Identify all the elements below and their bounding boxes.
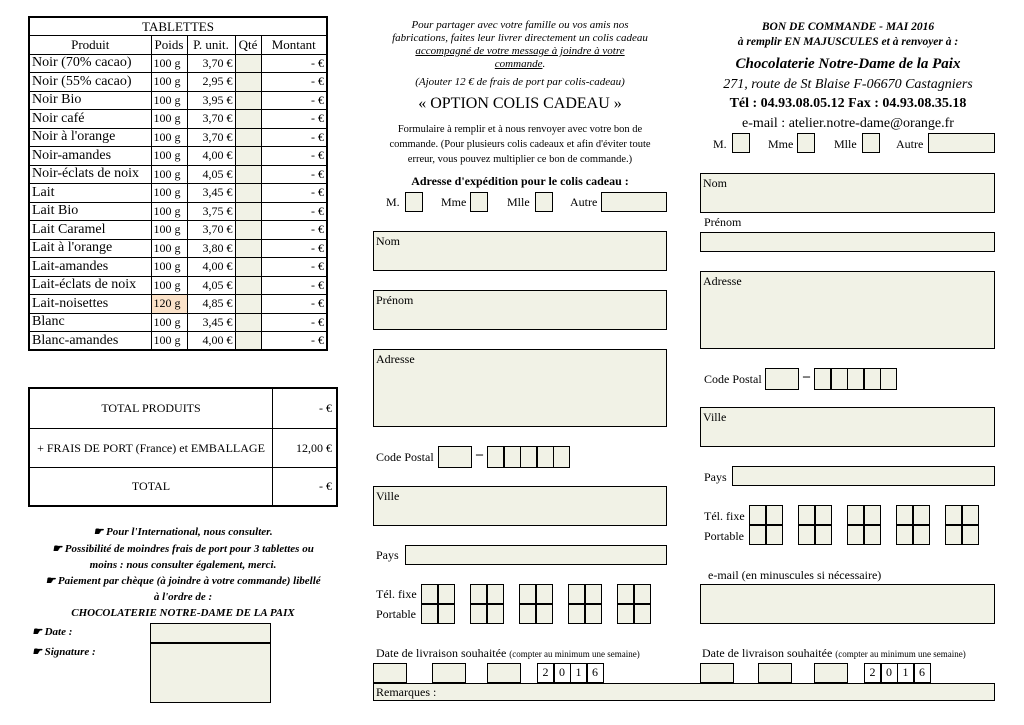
product-name: Noir (55% cacao) xyxy=(29,73,151,92)
product-name: Noir à l'orange xyxy=(29,128,151,147)
cadeau-m-checkbox[interactable] xyxy=(405,192,423,212)
product-weight: 100 g xyxy=(151,313,187,332)
product-price: 3,80 € xyxy=(187,239,235,258)
client-portable-digit[interactable] xyxy=(847,525,864,545)
remarques-label: Remarques : xyxy=(376,685,437,699)
client-year-digit[interactable]: 6 xyxy=(914,663,931,683)
product-amount: - € xyxy=(261,202,327,221)
note-frais-2: moins : nous consulter également, merci. xyxy=(89,559,277,571)
cadeau-cp-label: Code Postal xyxy=(376,450,434,464)
date-field[interactable] xyxy=(150,623,271,643)
client-prenom-label: Prénom xyxy=(704,215,742,229)
cadeau-mlle-checkbox[interactable] xyxy=(535,192,553,212)
quantity-field[interactable] xyxy=(235,202,261,221)
product-weight: 100 g xyxy=(151,202,187,221)
product-price: 3,70 € xyxy=(187,110,235,129)
bon-commande-subtitle: à remplir EN MAJUSCULES et à renvoyer à : xyxy=(737,36,959,48)
product-name: Lait Bio xyxy=(29,202,151,221)
client-portable-digit[interactable] xyxy=(766,525,783,545)
quantity-field[interactable] xyxy=(235,128,261,147)
client-tel-digit[interactable] xyxy=(798,505,815,525)
product-amount: - € xyxy=(261,110,327,129)
product-price: 3,75 € xyxy=(187,202,235,221)
product-weight: 120 g xyxy=(151,295,187,314)
cadeau-pays-label: Pays xyxy=(376,548,399,562)
cadeau-tel-digit[interactable] xyxy=(617,584,634,604)
quantity-field[interactable] xyxy=(235,221,261,240)
product-price: 4,00 € xyxy=(187,258,235,277)
client-date-day[interactable] xyxy=(700,663,734,683)
client-year-digit[interactable]: 1 xyxy=(897,663,914,683)
quantity-field[interactable] xyxy=(235,239,261,258)
form-info-1: Formulaire à remplir et à nous renvoyer avec votre bon de xyxy=(397,124,643,135)
cadeau-portable-label: Portable xyxy=(376,607,416,621)
client-adresse-label: Adresse xyxy=(703,274,742,288)
product-name: Blanc xyxy=(29,313,151,332)
client-tel-digit[interactable] xyxy=(913,505,930,525)
client-tel-digit[interactable] xyxy=(766,505,783,525)
table-row xyxy=(29,147,327,166)
product-table xyxy=(28,16,328,351)
table-title: TABLETTES xyxy=(29,17,327,36)
client-pays-label: Pays xyxy=(704,470,727,484)
client-cp-dash: – xyxy=(803,369,810,384)
cadeau-mme-label: Mme xyxy=(441,195,467,209)
product-price: 3,70 € xyxy=(187,128,235,147)
header-prix: P. unit. xyxy=(187,36,235,55)
product-weight: 100 g xyxy=(151,110,187,129)
table-row xyxy=(29,128,327,147)
frais-port-label: + FRAIS DE PORT (France) et EMBALLAGE xyxy=(30,429,273,467)
table-row xyxy=(29,54,327,73)
product-name: Noir Bio xyxy=(29,91,151,110)
cadeau-date-day[interactable] xyxy=(373,663,407,683)
client-portable-digit[interactable] xyxy=(962,525,979,545)
product-name: Noir-éclats de noix xyxy=(29,165,151,184)
cadeau-portable-digit[interactable] xyxy=(421,604,438,624)
cadeau-portable-digit[interactable] xyxy=(487,604,504,624)
client-ville-field[interactable] xyxy=(700,407,995,447)
cadeau-date-liv-note: (compter au minimum une semaine) xyxy=(509,649,640,659)
cadeau-autre-field[interactable] xyxy=(601,192,667,212)
product-amount: - € xyxy=(261,332,327,351)
product-weight: 100 g xyxy=(151,54,187,73)
quantity-field[interactable] xyxy=(235,332,261,351)
product-amount: - € xyxy=(261,258,327,277)
total-produits-label: TOTAL PRODUITS xyxy=(30,389,273,428)
table-header-row xyxy=(29,36,327,55)
product-weight: 100 g xyxy=(151,165,187,184)
quantity-field[interactable] xyxy=(235,295,261,314)
table-row xyxy=(29,258,327,277)
product-name: Blanc-amandes xyxy=(29,332,151,351)
quantity-field[interactable] xyxy=(235,165,261,184)
client-email-label: e-mail (en minuscules si nécessaire) xyxy=(708,568,882,582)
cadeau-cp-digit[interactable] xyxy=(537,446,554,468)
form-info-3: erreur, vous pouvez multiplier ce bon de commande.) xyxy=(407,154,633,165)
client-prenom-field[interactable] xyxy=(700,232,995,252)
cadeau-autre-label: Autre xyxy=(570,195,598,209)
client-date-liv-label xyxy=(702,646,966,661)
cadeau-portable-digit[interactable] xyxy=(617,604,634,624)
client-cp-label: Code Postal xyxy=(704,372,762,386)
bon-commande-title: BON DE COMMANDE - MAI 2016 xyxy=(761,21,935,33)
table-row xyxy=(29,295,327,314)
cadeau-tel-digit[interactable] xyxy=(568,584,585,604)
cadeau-tel-digit[interactable] xyxy=(487,584,504,604)
client-m-label: M. xyxy=(713,137,727,151)
quantity-field[interactable] xyxy=(235,147,261,166)
product-amount: - € xyxy=(261,128,327,147)
client-cp-digit[interactable] xyxy=(880,368,897,390)
cadeau-year-digit[interactable]: 0 xyxy=(554,663,571,683)
company-address: 271, route de St Blaise F-06670 Castagniers xyxy=(723,77,973,92)
intro-line-2: fabrications, faites leur livrer directement un colis cadeau xyxy=(392,32,648,44)
cadeau-year-digit[interactable]: 1 xyxy=(570,663,587,683)
product-amount: - € xyxy=(261,295,327,314)
client-adresse-field[interactable] xyxy=(700,271,995,349)
client-tel-digit[interactable] xyxy=(749,505,766,525)
client-cp-digit[interactable] xyxy=(847,368,864,390)
client-pays-field[interactable] xyxy=(732,466,995,486)
intro-line-1: Pour partager avec votre famille ou vos amis nos xyxy=(411,19,629,31)
cadeau-tel-digit[interactable] xyxy=(438,584,455,604)
cadeau-date-month-1[interactable] xyxy=(432,663,466,683)
note-paiement-2: à l'ordre de : xyxy=(153,591,213,603)
product-price: 3,45 € xyxy=(187,313,235,332)
signature-label: ☛ Signature : xyxy=(32,646,96,658)
client-mme-checkbox[interactable] xyxy=(797,133,815,153)
cadeau-portable-digit[interactable] xyxy=(568,604,585,624)
cadeau-tel-digit[interactable] xyxy=(519,584,536,604)
product-price: 2,95 € xyxy=(187,73,235,92)
adresse-expedition-title: Adresse d'expédition pour le colis cadeau : xyxy=(411,174,629,188)
client-year-digit[interactable]: 2 xyxy=(864,663,881,683)
header-montant: Montant xyxy=(261,36,327,55)
product-name: Lait xyxy=(29,184,151,203)
option-title: « OPTION COLIS CADEAU » xyxy=(418,95,622,112)
product-weight: 100 g xyxy=(151,239,187,258)
cadeau-pays-field[interactable] xyxy=(405,545,667,565)
client-nom-label: Nom xyxy=(703,176,727,190)
product-weight: 100 g xyxy=(151,128,187,147)
total-produits-value: - € xyxy=(319,401,332,415)
product-price: 4,05 € xyxy=(187,165,235,184)
frais-colis-note: (Ajouter 12 € de frais de port par colis-cadeau) xyxy=(415,76,625,88)
client-date-month-1[interactable] xyxy=(758,663,792,683)
table-row xyxy=(29,313,327,332)
cadeau-date-liv-text: Date de livraison souhaitée xyxy=(376,646,507,660)
cadeau-cp-dash: – xyxy=(476,447,483,462)
cadeau-cp-digit[interactable] xyxy=(553,446,570,468)
cadeau-cp-digit[interactable] xyxy=(487,446,504,468)
table-row xyxy=(29,276,327,295)
cadeau-tel-digit[interactable] xyxy=(536,584,553,604)
table-row xyxy=(29,73,327,92)
company-phone: Tél : 04.93.08.05.12 Fax : 04.93.08.35.18 xyxy=(729,96,967,111)
client-date-month-2[interactable] xyxy=(814,663,848,683)
product-price: 4,85 € xyxy=(187,295,235,314)
client-cp-part1[interactable] xyxy=(765,368,799,390)
client-year-digit[interactable]: 0 xyxy=(881,663,898,683)
product-amount: - € xyxy=(261,184,327,203)
client-cp-digit[interactable] xyxy=(814,368,831,390)
cadeau-adresse-label: Adresse xyxy=(376,352,415,366)
product-price: 3,70 € xyxy=(187,54,235,73)
date-label: ☛ Date : xyxy=(32,626,73,638)
total-label: TOTAL xyxy=(30,468,273,505)
product-name: Lait à l'orange xyxy=(29,239,151,258)
product-amount: - € xyxy=(261,313,327,332)
cadeau-adresse-field[interactable] xyxy=(373,349,667,427)
table-row xyxy=(29,165,327,184)
client-cp-digit[interactable] xyxy=(831,368,848,390)
product-weight: 100 g xyxy=(151,276,187,295)
cadeau-portable-digit[interactable] xyxy=(470,604,487,624)
client-tel-digit[interactable] xyxy=(815,505,832,525)
cadeau-date-month-2[interactable] xyxy=(487,663,521,683)
note-paiement-1: ☛ Paiement par chèque (à joindre à votre commande) libellé xyxy=(45,575,321,587)
cadeau-ville-label: Ville xyxy=(376,489,400,503)
table-row xyxy=(29,202,327,221)
product-price: 3,95 € xyxy=(187,91,235,110)
client-tel-digit[interactable] xyxy=(962,505,979,525)
product-name: Noir (70% cacao) xyxy=(29,54,151,73)
intro-line-4 xyxy=(370,58,670,71)
client-mlle-label: Mlle xyxy=(834,137,857,151)
quantity-field[interactable] xyxy=(235,313,261,332)
cadeau-year-digit[interactable]: 2 xyxy=(537,663,554,683)
cadeau-prenom-label: Prénom xyxy=(376,293,414,307)
table-row xyxy=(29,91,327,110)
product-price: 3,45 € xyxy=(187,184,235,203)
company-name: Chocolaterie Notre-Dame de la Paix xyxy=(735,56,961,72)
product-amount: - € xyxy=(261,221,327,240)
client-portable-digit[interactable] xyxy=(913,525,930,545)
frais-port-row xyxy=(30,428,336,467)
product-amount: - € xyxy=(261,73,327,92)
cadeau-m-label: M. xyxy=(386,195,400,209)
total-produits-row xyxy=(30,389,336,428)
client-portable-digit[interactable] xyxy=(896,525,913,545)
cadeau-cp-digit[interactable] xyxy=(520,446,537,468)
product-weight: 100 g xyxy=(151,147,187,166)
cadeau-tel-digit[interactable] xyxy=(634,584,651,604)
cadeau-cp-digit[interactable] xyxy=(504,446,521,468)
table-row xyxy=(29,332,327,351)
cadeau-tel-label: Tél. fixe xyxy=(376,587,417,601)
cadeau-tel-digit[interactable] xyxy=(470,584,487,604)
product-amount: - € xyxy=(261,276,327,295)
product-name: Lait-noisettes xyxy=(29,295,151,314)
client-date-liv-text: Date de livraison souhaitée xyxy=(702,646,833,660)
product-name: Lait Caramel xyxy=(29,221,151,240)
product-weight: 100 g xyxy=(151,332,187,351)
company-email: e-mail : atelier.notre-dame@orange.fr xyxy=(742,116,954,131)
product-price: 4,00 € xyxy=(187,332,235,351)
header-qte: Qté xyxy=(235,36,261,55)
client-portable-digit[interactable] xyxy=(798,525,815,545)
client-autre-label: Autre xyxy=(896,137,924,151)
cadeau-portable-digit[interactable] xyxy=(634,604,651,624)
note-international: ☛ Pour l'International, nous consulter. xyxy=(93,526,273,538)
product-name: Noir café xyxy=(29,110,151,129)
product-name: Lait-amandes xyxy=(29,258,151,277)
table-row xyxy=(29,221,327,240)
product-price: 4,00 € xyxy=(187,147,235,166)
quantity-field[interactable] xyxy=(235,73,261,92)
client-email-field[interactable] xyxy=(700,584,995,624)
intro-line-3: accompagné de votre message à joindre à votre xyxy=(415,45,625,57)
quantity-field[interactable] xyxy=(235,91,261,110)
client-autre-field[interactable] xyxy=(928,133,995,153)
cadeau-portable-digit[interactable] xyxy=(536,604,553,624)
cadeau-portable-digit[interactable] xyxy=(438,604,455,624)
signature-field[interactable] xyxy=(150,643,271,703)
client-cp-digit[interactable] xyxy=(864,368,881,390)
quantity-field[interactable] xyxy=(235,276,261,295)
cadeau-nom-field[interactable] xyxy=(373,231,667,271)
product-amount: - € xyxy=(261,165,327,184)
quantity-field[interactable] xyxy=(235,54,261,73)
product-weight: 100 g xyxy=(151,221,187,240)
form-info-2: commande. (Pour plusieurs colis cadeaux et afin d'éviter toute xyxy=(389,139,651,150)
client-tel-label: Tél. fixe xyxy=(704,509,745,523)
frais-port-value: 12,00 € xyxy=(296,440,332,455)
product-amount: - € xyxy=(261,147,327,166)
client-tel-digit[interactable] xyxy=(864,505,881,525)
intro-line-4-text: commande xyxy=(494,58,543,70)
table-row xyxy=(29,110,327,129)
cadeau-year-digit[interactable]: 6 xyxy=(587,663,604,683)
quantity-field[interactable] xyxy=(235,184,261,203)
product-name: Lait-éclats de noix xyxy=(29,276,151,295)
cadeau-date-liv-label xyxy=(376,646,640,661)
client-date-liv-note: (compter au minimum une semaine) xyxy=(835,649,966,659)
client-mme-label: Mme xyxy=(768,137,794,151)
cadeau-prenom-field[interactable] xyxy=(373,290,667,330)
product-weight: 100 g xyxy=(151,91,187,110)
remarques-field[interactable] xyxy=(373,683,995,701)
client-tel-digit[interactable] xyxy=(945,505,962,525)
total-row xyxy=(30,467,336,505)
product-price: 4,05 € xyxy=(187,276,235,295)
cadeau-nom-label: Nom xyxy=(376,234,400,248)
product-weight: 100 g xyxy=(151,184,187,203)
quantity-field[interactable] xyxy=(235,110,261,129)
table-row xyxy=(29,239,327,258)
cadeau-ville-field[interactable] xyxy=(373,486,667,526)
cadeau-portable-digit[interactable] xyxy=(519,604,536,624)
cadeau-mme-checkbox[interactable] xyxy=(470,192,488,212)
client-ville-label: Ville xyxy=(703,410,727,424)
header-produit: Produit xyxy=(29,36,151,55)
client-portable-label: Portable xyxy=(704,529,744,543)
note-frais-1: ☛ Possibilité de moindres frais de port pour 3 tablettes ou xyxy=(52,543,314,555)
client-portable-digit[interactable] xyxy=(945,525,962,545)
client-portable-digit[interactable] xyxy=(749,525,766,545)
client-nom-field[interactable] xyxy=(700,173,995,213)
product-amount: - € xyxy=(261,54,327,73)
cadeau-tel-digit[interactable] xyxy=(421,584,438,604)
totals-box xyxy=(28,387,338,507)
header-poids: Poids xyxy=(151,36,187,55)
table-row xyxy=(29,184,327,203)
quantity-field[interactable] xyxy=(235,258,261,277)
client-mlle-checkbox[interactable] xyxy=(862,133,880,153)
client-tel-digit[interactable] xyxy=(896,505,913,525)
note-ordre: CHOCOLATERIE NOTRE-DAME DE LA PAIX xyxy=(71,607,295,619)
total-value: - € xyxy=(319,479,332,493)
product-amount: - € xyxy=(261,91,327,110)
product-name: Noir-amandes xyxy=(29,147,151,166)
client-portable-digit[interactable] xyxy=(864,525,881,545)
cadeau-mlle-label: Mlle xyxy=(507,195,530,209)
client-tel-digit[interactable] xyxy=(847,505,864,525)
product-price: 3,70 € xyxy=(187,221,235,240)
client-portable-digit[interactable] xyxy=(815,525,832,545)
product-weight: 100 g xyxy=(151,73,187,92)
cadeau-tel-digit[interactable] xyxy=(585,584,602,604)
cadeau-portable-digit[interactable] xyxy=(585,604,602,624)
intro-line-4-period: . xyxy=(542,58,546,70)
cadeau-cp-part1[interactable] xyxy=(438,446,472,468)
client-m-checkbox[interactable] xyxy=(732,133,750,153)
product-amount: - € xyxy=(261,239,327,258)
product-weight: 100 g xyxy=(151,258,187,277)
